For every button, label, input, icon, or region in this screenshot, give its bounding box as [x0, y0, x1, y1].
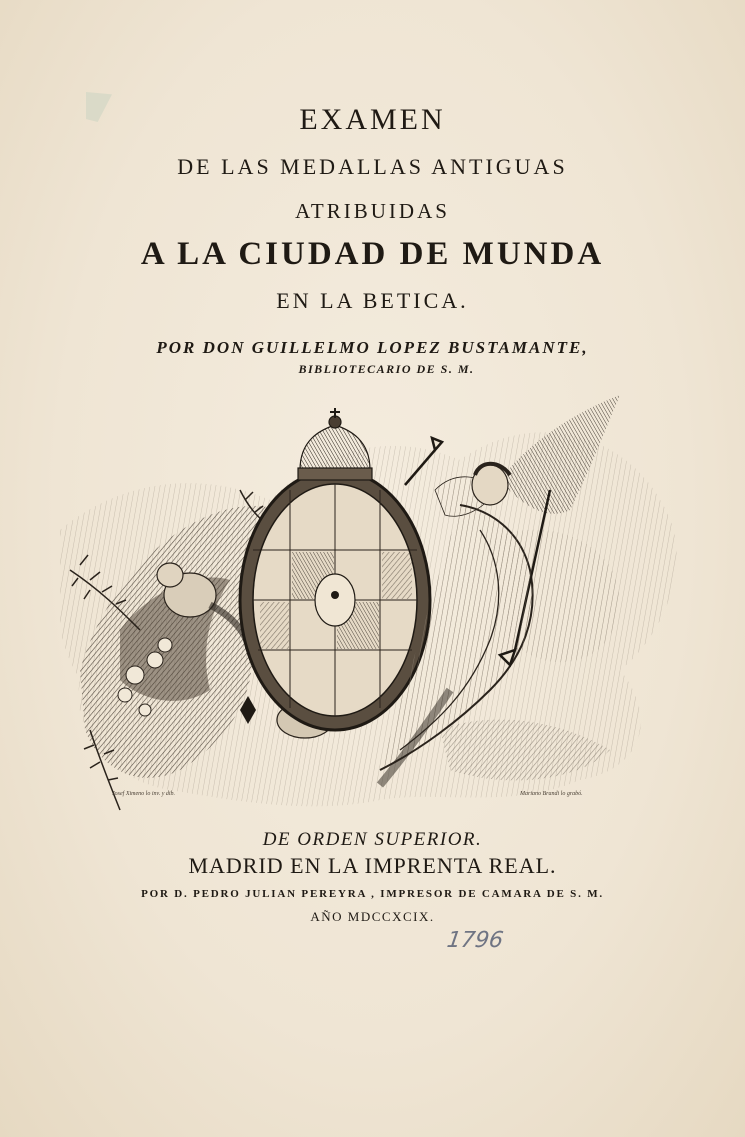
handwritten-year-note: 1796 — [445, 928, 505, 953]
title-line-betica: EN LA BETICA. — [276, 288, 469, 313]
title-line-examen: EXAMEN — [299, 103, 446, 136]
coat-of-arms-shield — [240, 470, 430, 730]
engraving-coat-of-arms-image — [60, 390, 690, 820]
title-line-medallas: DE LAS MEDALLAS ANTIGUAS — [177, 154, 568, 179]
author-role: BIBLIOTECARIO DE S. M. — [298, 362, 475, 376]
imprint-year: AÑO MDCCXCIX. — [310, 909, 435, 924]
imprint-printer: POR D. PEDRO JULIAN PEREYRA , IMPRESOR DE CAMARA DE S. M. — [141, 888, 604, 900]
engraver-credit-right: Mariano Brandi lo grabó. — [520, 791, 583, 797]
imprint-orden: DE ORDEN SUPERIOR. — [262, 829, 483, 850]
crown-icon — [298, 408, 372, 480]
engraver-credit-left: Josef Ximeno lo inv. y dib. — [112, 791, 176, 797]
imprint-madrid: MADRID EN LA IMPRENTA REAL. — [188, 853, 557, 878]
title-line-munda: A LA CIUDAD DE MUNDA — [140, 236, 605, 272]
author-line: POR DON GUILLELMO LOPEZ BUSTAMANTE, — [156, 338, 589, 357]
title-line-atribuidas: ATRIBUIDAS — [295, 199, 450, 223]
